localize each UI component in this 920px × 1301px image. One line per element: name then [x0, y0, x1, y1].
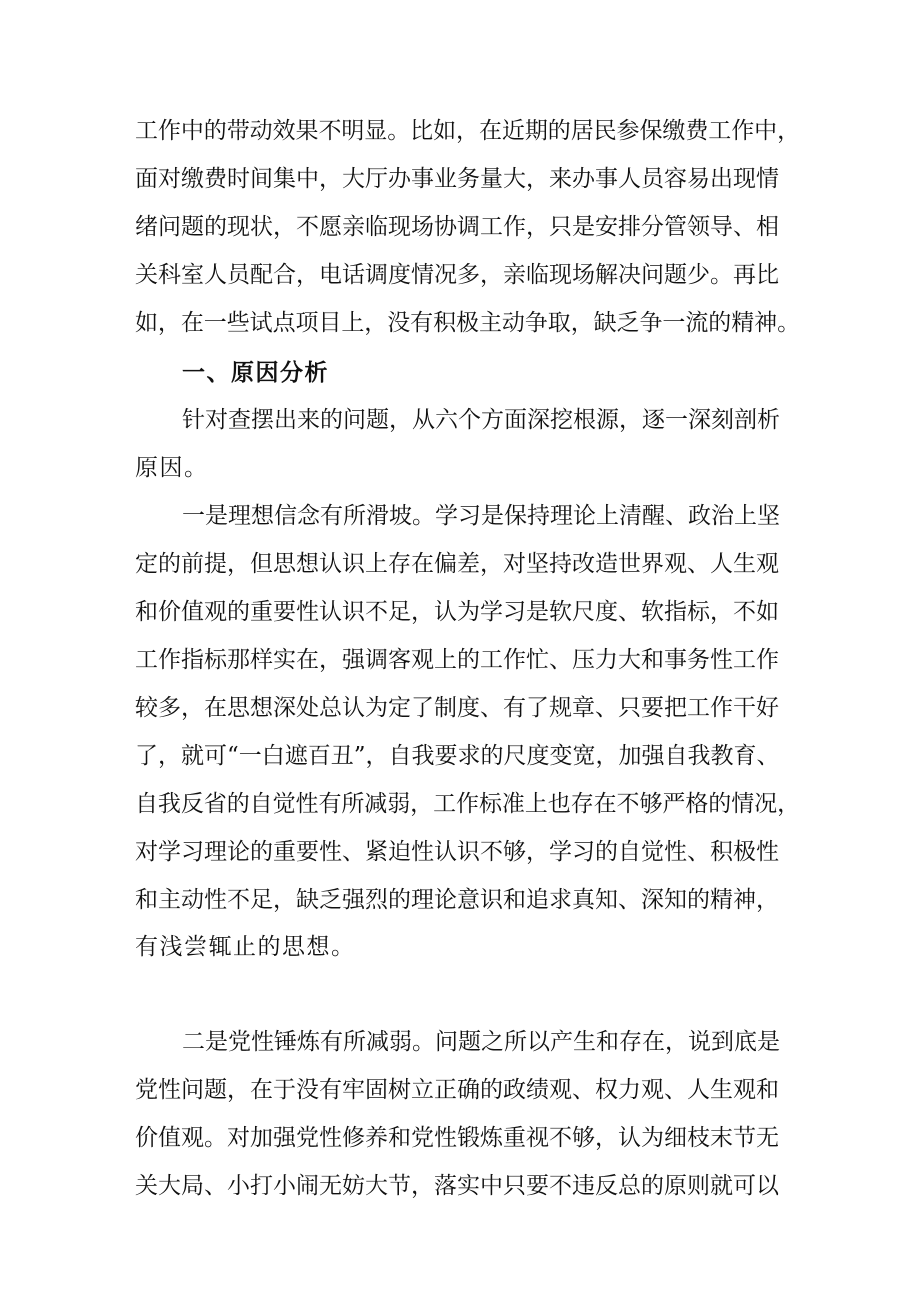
- paragraph-line: 和价值观的重要性认识不足，认为学习是软尺度、软指标，不如: [135, 599, 779, 625]
- paragraph-line: 定的前提，但思想认识上存在偏差，对坚持改造世界观、人生观: [135, 551, 779, 577]
- paragraph-line: 和主动性不足，缺乏强烈的理论意识和追求真知、深知的精神，: [135, 887, 779, 913]
- paragraph-line: 关科室人员配合，电话调度情况多，亲临现场解决问题少。再比: [135, 262, 779, 288]
- paragraph-line: 党性问题，在于没有牢固树立正确的政绩观、权力观、人生观和: [135, 1077, 779, 1103]
- paragraph-line: 关大局、小打小闹无妨大节，落实中只要不违反总的原则就可以: [135, 1173, 779, 1199]
- paragraph-line: 有浅尝辄止的思想。: [135, 934, 356, 960]
- section-heading: 一、原因分析: [182, 360, 329, 386]
- paragraph-line: 对学习理论的重要性、紧迫性认识不够，学习的自觉性、积极性: [135, 839, 779, 865]
- paragraph-line: 较多，在思想深处总认为定了制度、有了规章、只要把工作干好: [135, 695, 779, 721]
- paragraph-line: 面对缴费时间集中，大厅办事业务量大，来办事人员容易出现情: [135, 166, 779, 192]
- paragraph-line: 针对查摆出来的问题，从六个方面深挖根源，逐一深刻剖析: [182, 407, 780, 433]
- paragraph-line: 如，在一些试点项目上，没有积极主动争取，缺乏争一流的精神。: [135, 310, 801, 336]
- paragraph-line: 工作指标那样实在，强调客观上的工作忙、压力大和事务性工作: [135, 647, 779, 673]
- paragraph-line: 了，就可“一白遮百丑”，自我要求的尺度变宽，加强自我教育、: [135, 743, 780, 769]
- paragraph-line: 二是党性锤炼有所减弱。问题之所以产生和存在，说到底是: [182, 1029, 780, 1055]
- paragraph-line: 绪问题的现状，不愿亲临现场协调工作，只是安排分管领导、相: [135, 214, 779, 240]
- paragraph-line: 工作中的带动效果不明显。比如，在近期的居民参保缴费工作中，: [135, 118, 801, 144]
- paragraph-line: 价值观。对加强党性修养和党性锻炼重视不够，认为细枝末节无: [135, 1125, 779, 1151]
- paragraph-line: 一是理想信念有所滑坡。学习是保持理论上清醒、政治上坚: [182, 503, 780, 529]
- paragraph-line: 自我反省的自觉性有所减弱，工作标准上也存在不够严格的情况，: [135, 791, 801, 817]
- paragraph-line: 原因。: [135, 455, 209, 481]
